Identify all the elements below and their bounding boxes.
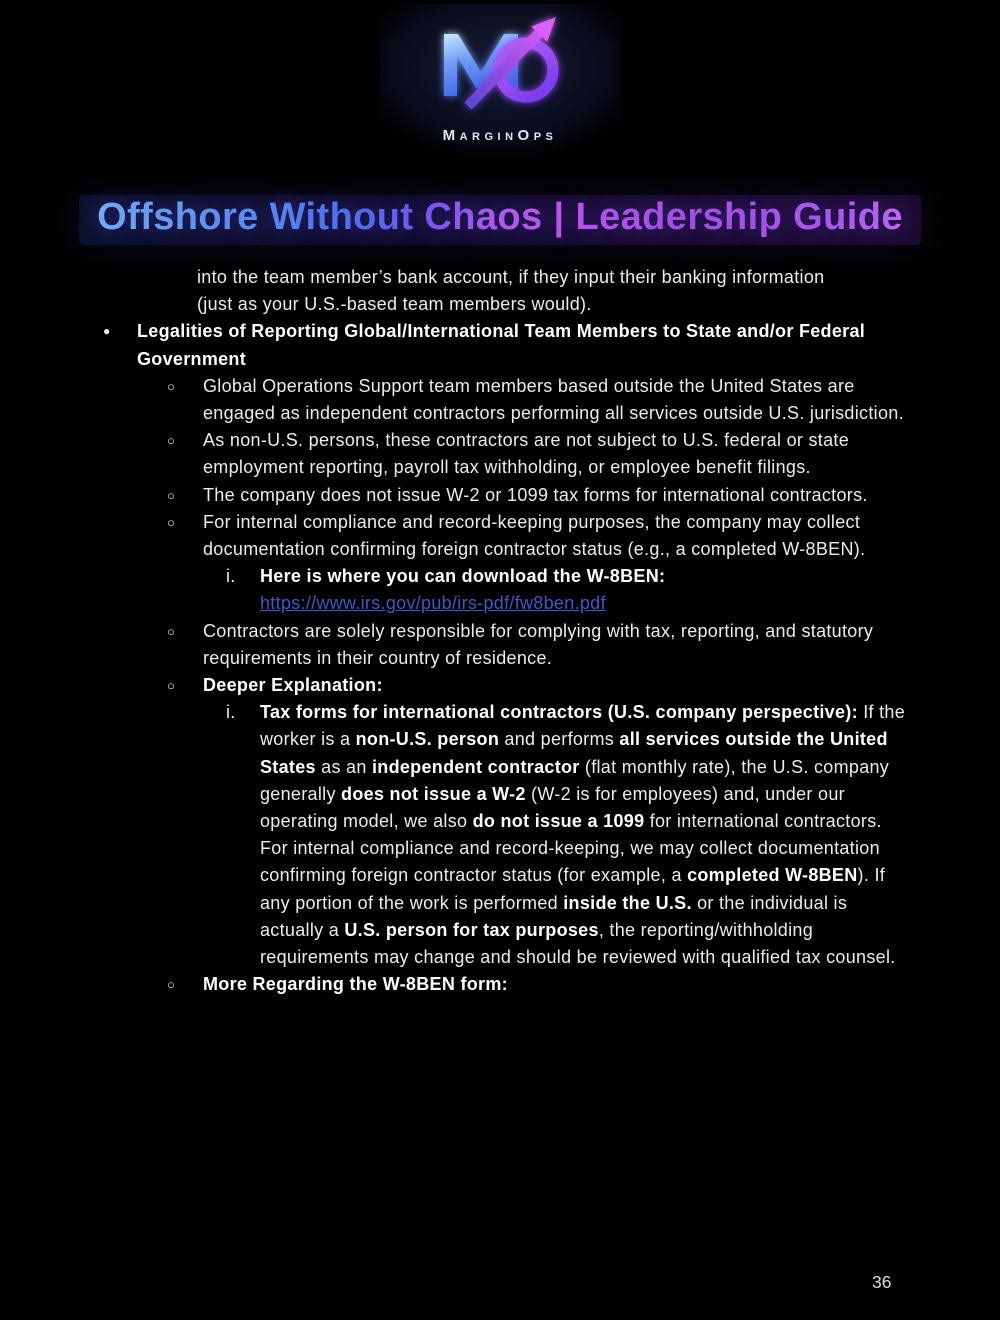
bold-text: U.S. person for tax purposes xyxy=(344,919,599,940)
logo-header xyxy=(0,4,1000,156)
bold-text: More Regarding the W-8BEN form: xyxy=(203,974,508,995)
bullet-marker: ○ xyxy=(167,623,176,639)
list-item-text xyxy=(203,971,908,998)
bullet-internal-compliance xyxy=(0,509,908,563)
subitem-w8ben-download xyxy=(0,563,908,617)
bullet-contractor-responsibility xyxy=(0,618,908,672)
bold-text: non-U.S. person xyxy=(355,729,500,750)
marginops-logo xyxy=(380,4,620,156)
body-text: for international contractors. For internal compliance and record-keeping, we may collect documentation confirming foreign contractor status (for example, a xyxy=(260,811,882,886)
bold-text: do not issue a 1099 xyxy=(472,811,645,832)
bullet-deeper-explanation xyxy=(0,672,908,699)
list-item-text xyxy=(203,618,908,672)
list-item-text xyxy=(203,482,908,509)
list-item-text xyxy=(203,509,908,563)
body-text: For internal compliance and record-keeping purposes, the company may collect documentation confirming foreign contractor status (e.g., a completed W-8BEN). xyxy=(203,511,866,560)
bullet-marker: ○ xyxy=(167,977,176,993)
list-item-text xyxy=(203,427,908,481)
bullet-marker: i. xyxy=(226,566,236,587)
body-text: If the worker is a xyxy=(260,702,906,750)
logo-brand-text: MarginOps xyxy=(442,127,558,144)
document-title-band xyxy=(79,195,921,245)
body-text: Contractors are solely responsible for complying with tax, reporting, and statutory requirements in their country of residence. xyxy=(203,620,874,668)
bullet-marker: ○ xyxy=(167,487,176,503)
bullet-non-us-persons xyxy=(0,427,908,481)
body-text: or the individual is actually a xyxy=(260,892,848,940)
bullet-marker: ○ xyxy=(167,433,176,449)
bullet-global-operations xyxy=(0,373,908,427)
bold-text: inside the U.S. xyxy=(563,892,692,913)
bullet-marker: ● xyxy=(103,324,111,339)
subitem-tax-forms-explanation xyxy=(0,699,908,971)
bold-text: independent contractor xyxy=(371,756,580,777)
list-item-text xyxy=(260,563,908,617)
body-text: and performs xyxy=(499,729,620,750)
bold-text: Here is where you can download the W-8BEN: xyxy=(260,566,666,587)
bold-text: completed W-8BEN xyxy=(687,865,858,886)
list-item-text xyxy=(260,699,908,971)
bold-text: Deeper Explanation: xyxy=(203,675,383,696)
bullet-marker: ○ xyxy=(167,678,176,694)
body-text: The company does not issue W-2 or 1099 tax forms for international contractors. xyxy=(203,484,868,505)
list-item-text xyxy=(197,264,862,318)
body-text: Global Operations Support team members based outside the United States are engaged as independent contractors performing all services outside U.S. jurisdiction. xyxy=(203,375,904,424)
bold-text: Legalities of Reporting Global/International Team Members to State and/or Federal Government xyxy=(137,321,866,369)
bullet-marker: ○ xyxy=(167,514,176,530)
body-text: (flat monthly rate), the U.S. company generally xyxy=(260,756,890,804)
body-text: as an xyxy=(315,756,372,777)
body-text: ). If any portion of the work is performed xyxy=(260,865,886,913)
intro-continuation xyxy=(0,264,908,318)
bullet-more-w8ben xyxy=(0,971,908,998)
body-text: into the team member’s bank account, if they input their banking information (just as your U.S.-based team members would). xyxy=(197,267,825,315)
bullet-marker: ○ xyxy=(167,378,176,394)
document-title: Offshore Without Chaos | Leadership Guide xyxy=(97,196,903,238)
bold-text: all services outside the United States xyxy=(260,729,888,777)
body-text: , the reporting/withholding requirements may change and should be reviewed with qualified tax counsel. xyxy=(260,919,896,968)
body-text: As non-U.S. persons, these contractors are not subject to U.S. federal or state employment reporting, payroll tax withholding, or employee benefit filings. xyxy=(203,430,850,478)
bullet-legalities-heading xyxy=(0,318,908,372)
bold-text: does not issue a W-2 xyxy=(341,783,526,804)
page-number: 36 xyxy=(872,1272,892,1292)
irs-w8ben-link[interactable]: https://www.irs.gov/pub/irs-pdf/fw8ben.pdf xyxy=(260,593,606,614)
body-text: (W-2 is for employees) and, under our operating model, we also xyxy=(260,783,845,832)
list-item-text xyxy=(203,672,908,699)
list-item-text xyxy=(137,318,869,372)
title-wrap xyxy=(0,195,1000,245)
bold-text: Tax forms for international contractors (U.S. company perspective): xyxy=(260,702,858,723)
content-blocks xyxy=(0,264,908,998)
bullet-marker: i. xyxy=(226,702,236,723)
bullet-no-tax-forms xyxy=(0,482,908,509)
list-item-text xyxy=(203,373,908,427)
